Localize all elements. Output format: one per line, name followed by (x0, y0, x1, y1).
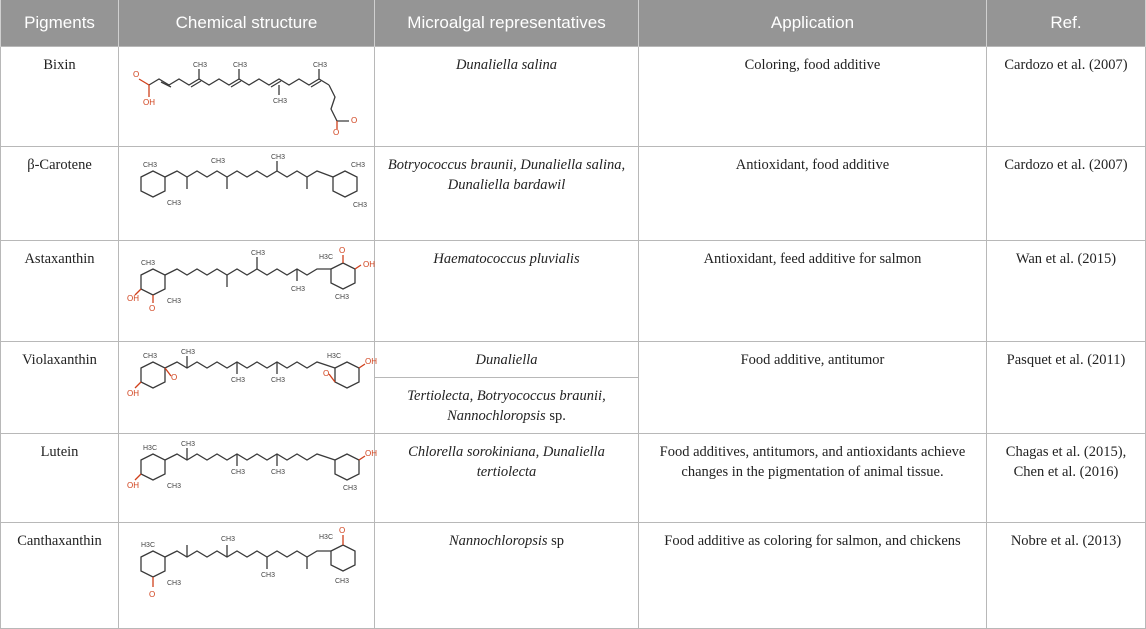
svg-text:O: O (171, 373, 178, 382)
svg-text:CH3: CH3 (313, 62, 328, 69)
table-row (1, 147, 1146, 241)
svg-text:CH3: CH3 (181, 349, 196, 356)
svg-text:O: O (323, 369, 330, 378)
pigment-cell: β-Carotene (1, 147, 119, 241)
svg-text:OH: OH (365, 357, 377, 366)
header-ref: Ref. (987, 0, 1146, 47)
header-row (1, 0, 1146, 47)
header-pigments: Pigments (1, 0, 119, 47)
svg-text:CH3: CH3 (141, 260, 156, 267)
pigment-cell: Canthaxanthin (1, 523, 119, 629)
application-cell: Antioxidant, feed additive for salmon (639, 241, 987, 342)
ref-cell: Nobre et al. (2013) (987, 523, 1146, 629)
svg-text:OH: OH (127, 294, 139, 303)
svg-text:OH: OH (365, 449, 377, 458)
svg-text:CH3: CH3 (167, 483, 182, 490)
svg-text:CH3: CH3 (291, 286, 306, 293)
ref-cell: Wan et al. (2015) (987, 241, 1146, 342)
svg-text:CH3: CH3 (335, 294, 350, 301)
svg-text:O: O (339, 246, 346, 255)
table-row (1, 434, 1146, 523)
svg-text:H3C: H3C (327, 353, 342, 360)
svg-text:CH3: CH3 (231, 377, 246, 384)
svg-text:O: O (339, 526, 346, 535)
svg-text:CH3: CH3 (211, 158, 226, 165)
species-cell (375, 434, 639, 523)
svg-text:CH3: CH3 (343, 485, 358, 492)
species-text: Botryococcus braunii, Dunaliella salina, Dunaliella bardawil (387, 157, 626, 193)
canthaxanthin-structure-icon (127, 525, 377, 611)
species-cell (375, 523, 639, 629)
svg-text:CH3: CH3 (167, 200, 182, 207)
pigment-cell: Bixin (1, 47, 119, 147)
ref-cell: Chagas et al. (2015), Chen et al. (2016) (987, 434, 1146, 523)
application-cell: Food additive, antitumor (639, 342, 987, 434)
svg-text:CH3: CH3 (143, 353, 158, 360)
pigment-cell: Violaxanthin (1, 342, 119, 434)
svg-text:CH3: CH3 (351, 162, 366, 169)
species-cell (375, 342, 639, 378)
svg-text:CH3: CH3 (167, 580, 182, 587)
svg-text:CH3: CH3 (271, 154, 286, 161)
svg-text:CH3: CH3 (335, 578, 350, 585)
ref-cell: Cardozo et al. (2007) (987, 147, 1146, 241)
violaxanthin-structure-icon (127, 344, 377, 430)
species-suffix: sp. (549, 408, 566, 424)
svg-text:CH3: CH3 (233, 62, 248, 69)
svg-text:O: O (149, 304, 156, 313)
application-cell: Food additives, antitumors, and antioxidants achieve changes in the pigmentation of animal tissue. (639, 434, 987, 523)
species-cell (375, 47, 639, 147)
pigment-cell: Lutein (1, 434, 119, 523)
structure-cell (119, 147, 375, 241)
svg-text:OH: OH (363, 260, 375, 269)
species-text: Nannochloropsis (448, 533, 548, 549)
svg-text:CH3: CH3 (221, 536, 236, 543)
species-text: Chlorella sorokiniana, Dunaliella tertiolecta (408, 444, 605, 480)
svg-text:H3C: H3C (141, 542, 156, 549)
astaxanthin-structure-icon (127, 243, 377, 329)
svg-text:CH3: CH3 (231, 469, 246, 476)
application-cell: Antioxidant, food additive (639, 147, 987, 241)
species-suffix: sp (551, 533, 565, 549)
svg-text:CH3: CH3 (261, 572, 276, 579)
svg-text:CH3: CH3 (273, 98, 288, 105)
pigment-cell: Astaxanthin (1, 241, 119, 342)
structure-cell (119, 434, 375, 523)
species-cell (375, 147, 639, 241)
header-chemical-structure: Chemical structure (119, 0, 375, 47)
svg-text:OH: OH (127, 389, 139, 398)
svg-text:H3C: H3C (143, 445, 158, 452)
species-cell (375, 378, 639, 434)
svg-text:O: O (351, 116, 358, 125)
svg-text:OH: OH (127, 481, 139, 490)
species-text: Dunaliella (475, 352, 538, 368)
svg-text:O: O (133, 70, 140, 79)
bixin-structure-icon (127, 49, 377, 135)
structure-cell (119, 523, 375, 629)
ref-cell: Cardozo et al. (2007) (987, 47, 1146, 147)
svg-text:CH3: CH3 (143, 162, 158, 169)
svg-text:CH3: CH3 (271, 469, 286, 476)
structure-cell (119, 342, 375, 434)
table-row (1, 241, 1146, 342)
species-text: Tertiolecta, Botryococcus braunii, Nannochloropsis (407, 388, 606, 424)
svg-text:O: O (149, 590, 156, 599)
svg-text:CH3: CH3 (167, 298, 182, 305)
svg-text:CH3: CH3 (271, 377, 286, 384)
header-application: Application (639, 0, 987, 47)
svg-text:CH3: CH3 (193, 62, 208, 69)
svg-text:O: O (333, 128, 340, 137)
lutein-structure-icon (127, 436, 377, 522)
species-text: Dunaliella salina (455, 57, 558, 73)
table-row (1, 47, 1146, 147)
species-text: Haematococcus pluvialis (433, 251, 580, 267)
svg-text:OH: OH (143, 98, 155, 107)
svg-text:CH3: CH3 (181, 441, 196, 448)
svg-text:H3C: H3C (319, 534, 334, 541)
structure-cell (119, 241, 375, 342)
species-cell (375, 241, 639, 342)
ref-cell: Pasquet et al. (2011) (987, 342, 1146, 434)
application-cell: Food additive as coloring for salmon, and chickens (639, 523, 987, 629)
table-row (1, 342, 1146, 378)
application-cell: Coloring, food additive (639, 47, 987, 147)
beta-carotene-structure-icon (127, 149, 377, 235)
svg-text:CH3: CH3 (251, 250, 266, 257)
svg-text:H3C: H3C (319, 254, 334, 261)
svg-text:CH3: CH3 (353, 202, 368, 209)
table-row (1, 523, 1146, 629)
structure-cell (119, 47, 375, 147)
header-microalgal-representatives: Microalgal representatives (375, 0, 639, 47)
